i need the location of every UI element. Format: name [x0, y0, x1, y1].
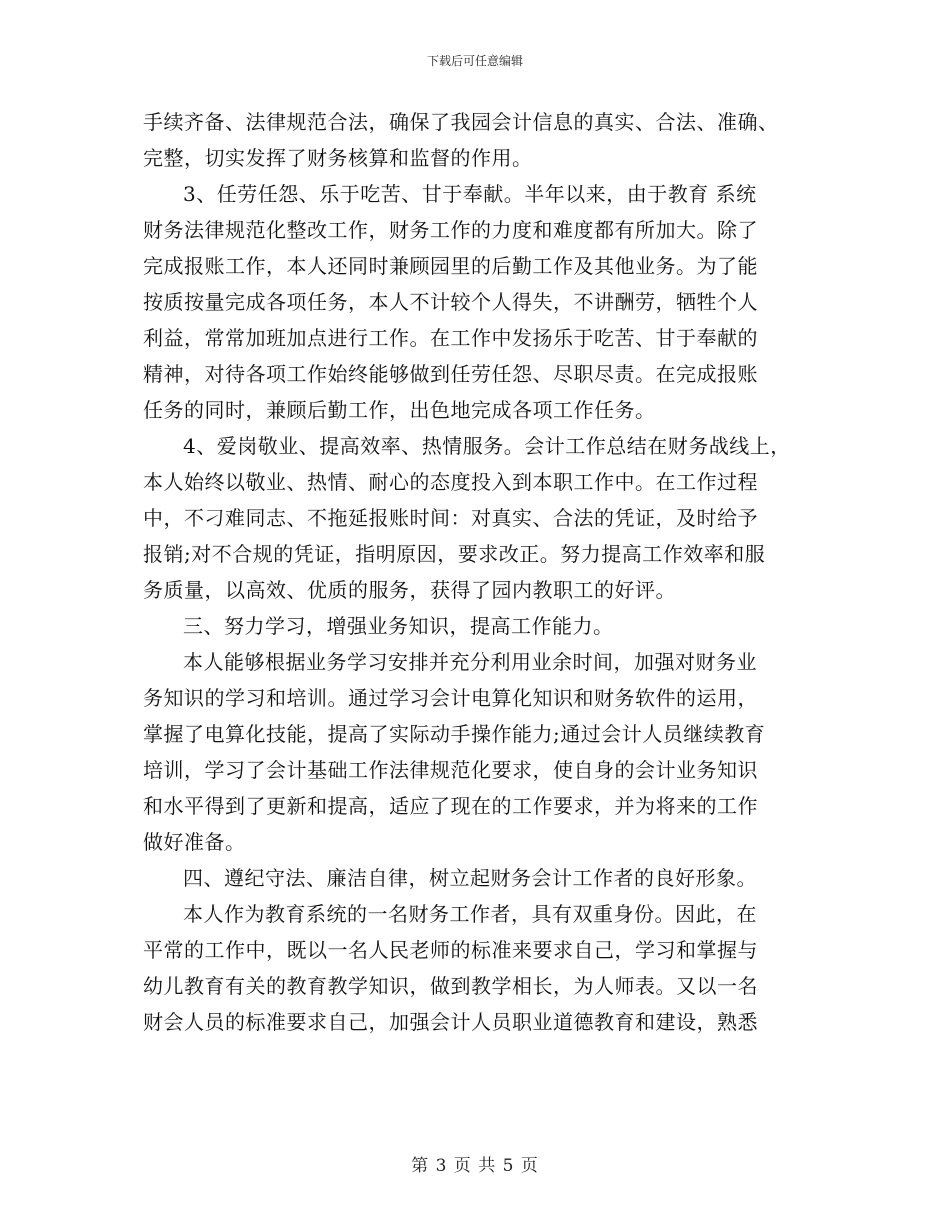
text-line: 财务法律规范化整改工作，财务工作的力度和难度都有所加大。除了: [143, 218, 758, 242]
document-body: [143, 104, 823, 1040]
text-line: 完整，切实发挥了财务核算和监督的作用。: [143, 146, 533, 170]
text-line: 务质量，以高效、优质的服务，获得了园内教职工的好评。: [143, 578, 676, 602]
text-line: 任务的同时，兼顾后勤工作，出色地完成各项工作任务。: [143, 398, 656, 422]
text-line: 务知识的学习和培训。通过学习会计电算化知识和财务软件的运用，: [143, 686, 758, 710]
text-line: 掌握了电算化技能，提高了实际动手操作能力;通过会计人员继续教育: [143, 722, 766, 746]
text-line: 三、努力学习，增强业务知识，提高工作能力。: [183, 614, 614, 638]
text-line: 做好准备。: [143, 830, 246, 854]
text-line: 报销;对不合规的凭证，指明原因，要求改正。努力提高工作效率和服: [143, 542, 766, 566]
text-line: 手续齐备、法律规范合法，确保了我园会计信息的真实、合法、准确、: [143, 110, 779, 134]
text-line: 财会人员的标准要求自己，加强会计人员职业道德教育和建设，熟悉: [143, 1010, 758, 1034]
text-line: 培训，学习了会计基础工作法律规范化要求，使自身的会计业务知识: [143, 758, 758, 782]
text-line: 和水平得到了更新和提高，适应了现在的工作要求，并为将来的工作: [143, 794, 758, 818]
text-line: 精神，对待各项工作始终能够做到任劳任怨、尽职尽责。在完成报账: [143, 362, 758, 386]
text-line: 完成报账工作，本人还同时兼顾园里的后勤工作及其他业务。为了能: [143, 254, 758, 278]
text-line: 本人始终以敬业、热情、耐心的态度投入到本职工作中。在工作过程: [143, 470, 758, 494]
page-number-footer: 第 3 页 共 5 页: [411, 1156, 539, 1176]
text-line: 幼儿教育有关的教育教学知识，做到教学相长，为人师表。又以一名: [143, 974, 758, 998]
text-line: 平常的工作中，既以一名人民老师的标准来要求自己，学习和掌握与: [143, 938, 758, 962]
text-line: 4、爱岗敬业、提高效率、热情服务。会计工作总结在财务战线上，: [183, 434, 791, 458]
page-header: 下载后可任意编辑: [426, 54, 523, 68]
text-line: 四、遵纪守法、廉洁自律，树立起财务会计工作者的良好形象。: [183, 866, 757, 890]
text-line: 本人作为教育系统的一名财务工作者，具有双重身份。因此，在: [183, 902, 757, 926]
text-line: 利益，常常加班加点进行工作。在工作中发扬乐于吃苦、甘于奉献的: [143, 326, 758, 350]
text-line: 本人能够根据业务学习安排并充分利用业余时间，加强对财务业: [183, 650, 757, 674]
text-line: 按质按量完成各项任务，本人不计较个人得失，不讲酬劳，牺牲个人: [143, 290, 758, 314]
text-line: 中，不刁难同志、不拖延报账时间：对真实、合法的凭证，及时给予: [143, 506, 758, 530]
text-line: 3、任劳任怨、乐于吃苦、甘于奉献。半年以来，由于教育 系统: [183, 182, 757, 206]
